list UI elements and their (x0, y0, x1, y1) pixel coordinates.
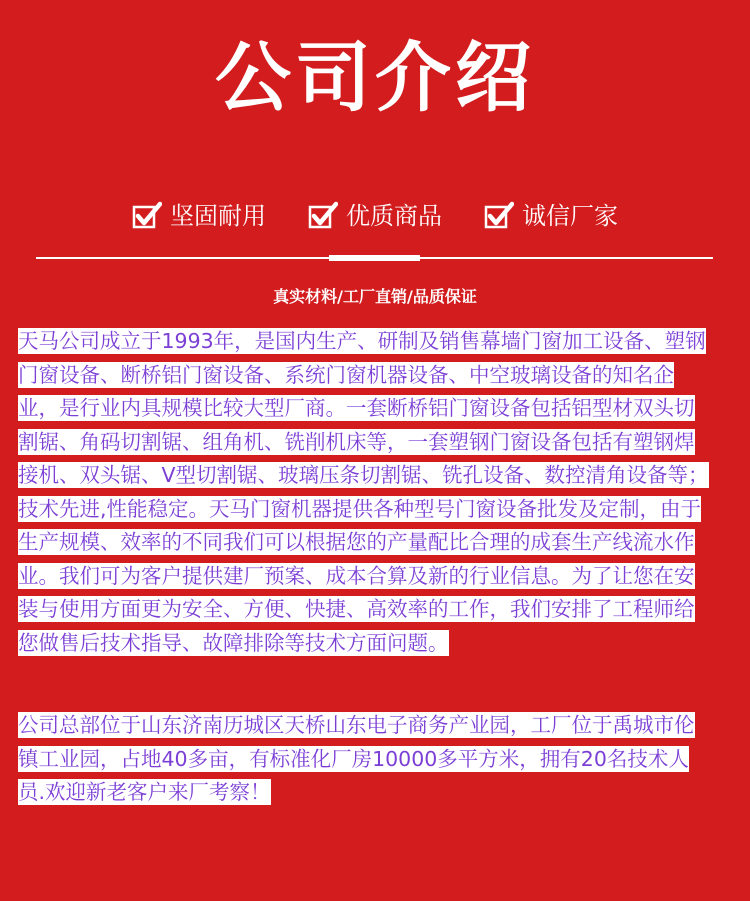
feature-label: 诚信厂家 (522, 202, 618, 230)
subtitle: 真实材料/工厂直销/品质保证 (273, 287, 477, 306)
feature-label: 坚固耐用 (170, 202, 266, 230)
feature-label: 优质商品 (346, 202, 442, 230)
intro-paragraph (18, 325, 712, 660)
feature-item-honest (484, 198, 618, 234)
checkmark-icon (132, 201, 162, 231)
intro-paragraph-text: 天马公司成立于1993年，是国内生产、研制及销售幕墙门窗加工设备、塑钢门窗设备、断桥铝门窗设备、系统门窗机器设备、中空玻璃设备的知名企业，是行业内具规模比较大型厂商。一套断桥铝门窗设备包括铝型材双头切割锯、角码切割锯、组角机、铣削机床等，一套塑钢门窗设备包括有塑钢焊接机、双头锯、V型切割锯、玻璃压条切割锯、铣孔设备、数控清角设备等；技术先进,性能稳定。天马门窗机器提供各种型号门窗设备批发及定制，由于生产规模、效率的不同我们可以根据您的产量配比合理的成套生产线流水作业。我们可为客户提供建厂预案、成本合算及新的行业信息。为了让您在安装与使用方面更为安全、方便、快捷、高效率的工作，我们安排了工程师给您做售后技术指导、故障排除等技术方面问题。 (18, 329, 709, 655)
page-title: 公司介绍 (215, 33, 535, 122)
checkmark-icon (484, 201, 514, 231)
location-paragraph (18, 709, 712, 810)
checkmark-icon (308, 201, 338, 231)
feature-list (0, 198, 750, 234)
divider-accent (329, 255, 420, 261)
location-paragraph-text: 公司总部位于山东济南历城区天桥山东电子商务产业园，工厂位于禹城市伦镇工业园，占地40多亩，有标准化厂房10000多平方米，拥有20名技术人员.欢迎新老客户来厂考察！ (18, 713, 695, 804)
feature-item-quality (308, 198, 442, 234)
feature-item-durable (132, 198, 266, 234)
